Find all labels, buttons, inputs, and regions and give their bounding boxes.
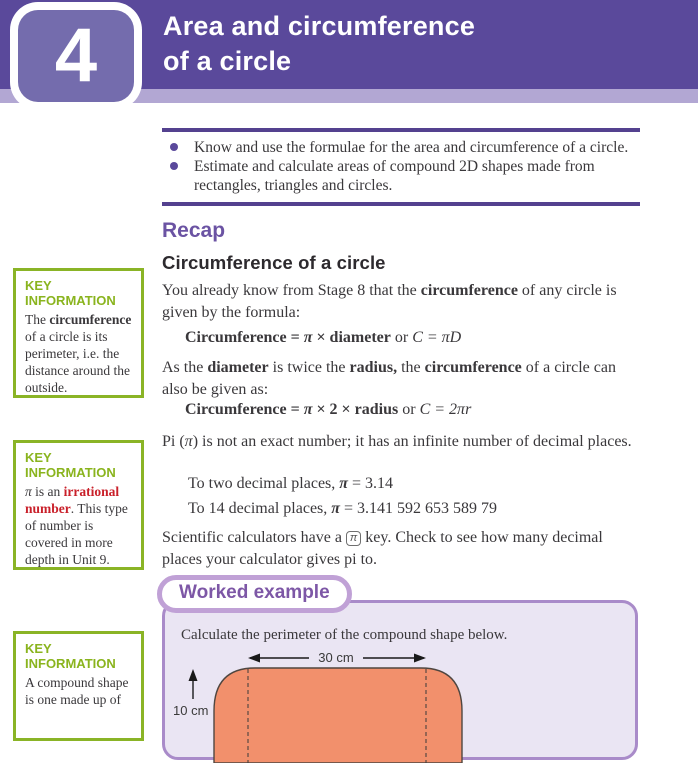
formula-circumference-diameter [162,327,663,349]
pi-symbol: π [339,475,349,492]
text-run: key. Check to see how many decimal places your calculator gives pi to. [162,529,603,568]
arrowhead-left-icon [248,654,260,663]
text-run: To 14 decimal places, [188,500,332,517]
formula-bold: Circumference = [185,401,304,418]
worked-example-intro: Calculate the perimeter of the compound shape below. [181,627,508,643]
compound-shape-diagram [165,643,641,763]
text-run: of any circle is given by the formula: [162,282,617,321]
bold-term: circumference [49,312,132,327]
text-run: is twice the [268,359,350,376]
objective-item [162,138,640,157]
pi-symbol: π [303,329,313,346]
text-run: Scientific calculators have a [162,529,346,546]
bold-term: diameter [207,359,269,376]
key-information-label: KEY INFORMATION [25,278,116,308]
height-dimension-label: 10 cm [173,703,209,718]
text-run: ) is not an exact number; it has an infinite number of decimal places. [192,433,632,450]
text-run: = 3.14 [348,475,394,492]
arrowhead-right-icon [414,654,426,663]
text-run: To two decimal places, [188,475,340,492]
pi-symbol: π [303,401,313,418]
paragraph-pi-infinite [162,431,640,453]
bold-term: circumference [424,359,522,376]
chapter-number: 4 [54,13,98,98]
text-run: is an [31,484,64,499]
text-run: the [397,359,425,376]
text-run: or [390,329,413,346]
formula-bold: Circumference = [185,329,304,346]
arrowhead-up-icon [189,669,198,681]
key-information-label: KEY INFORMATION [25,641,116,671]
key-information-box-circumference [13,268,144,398]
formula-italic: C = πD [412,329,462,346]
chapter-title-line1: Area and circumference [163,11,476,41]
formula-bold: × diameter [312,329,391,346]
line-pi-2dp [162,473,666,495]
objective-item [162,157,640,195]
objective-text: Know and use the formulae for the area and circumference of a circle. [194,139,629,156]
text-run: As the [162,359,208,376]
key-information-text [25,674,133,708]
compound-shape [214,668,462,763]
text-run: A compound shape is one made up of [25,675,129,707]
key-information-box-irrational [13,440,144,570]
chapter-number-box-inner [18,10,134,102]
chapter-title [163,9,475,79]
formula-circumference-radius [162,399,663,421]
key-information-text [25,311,133,396]
chapter-title-line2: of a circle [163,46,292,76]
pi-calculator-key-icon: π [346,531,361,546]
text-run: = 3.141 592 653 589 79 [340,500,498,517]
worked-example-tab: Worked example [157,575,352,613]
text-run: or [398,401,420,418]
learning-objectives [162,128,640,206]
bullet-icon [170,143,178,151]
pi-symbol: π [25,484,32,499]
bold-term: circumference [420,282,518,299]
worked-example-box [162,600,638,760]
line-pi-14dp [162,498,666,520]
formula-bold: × 2 × radius [312,401,399,418]
recap-heading: Recap [162,219,226,242]
text-run: The [25,312,50,327]
bullet-icon [170,162,178,170]
formula-italic: C = 2πr [419,401,472,418]
text-run: of a circle is its perimeter, i.e. the distance around the outside. [25,329,130,395]
objective-text: Estimate and calculate areas of compound 2D shapes made from rectangles, triangles and circles. [194,158,595,194]
text-run: You already know from Stage 8 that the [162,282,421,299]
text-run: of a circle can also be given as: [162,359,616,398]
paragraph-calculator [162,527,640,570]
text-run: . This type of number is covered in more depth in Unit 9. [25,501,128,567]
bold-term: radius, [349,359,398,376]
irrational-number-term: irrational number [25,484,120,516]
key-information-box-compound [13,631,144,741]
key-information-label: KEY INFORMATION [25,450,116,480]
pi-symbol: π [184,433,193,450]
width-dimension-label: 30 cm [318,650,354,665]
key-information-text [25,483,133,568]
pi-symbol: π [331,500,341,517]
paragraph-stage8 [162,280,640,323]
chapter-number-box [10,2,142,110]
text-run: Pi ( [162,433,185,450]
paragraph-diameter-radius [162,357,640,400]
circumference-subheading: Circumference of a circle [162,252,386,273]
